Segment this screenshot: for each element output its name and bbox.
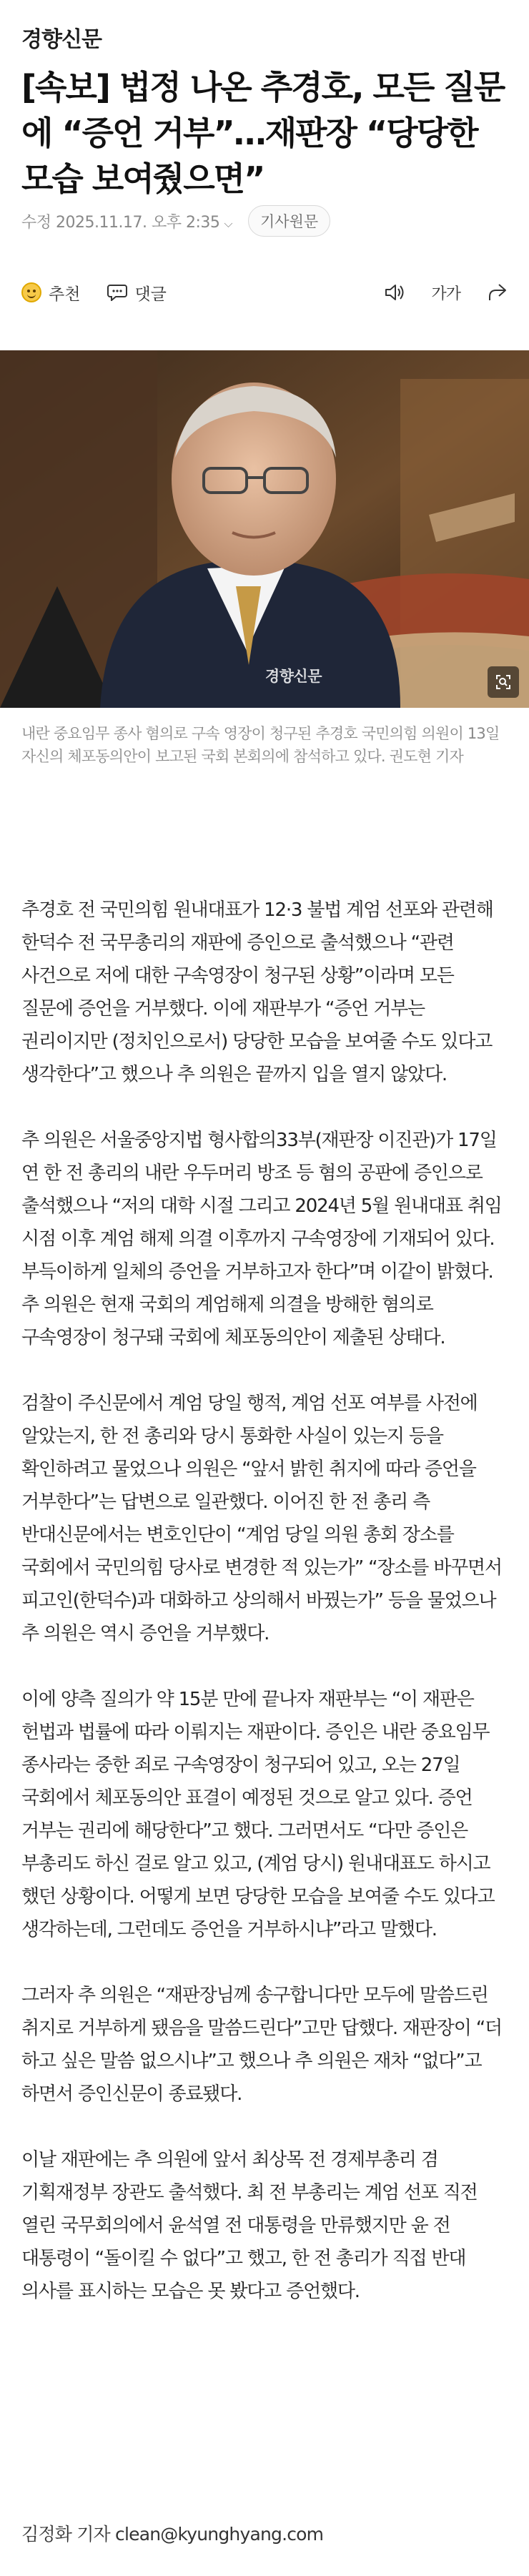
share-icon[interactable] — [486, 282, 508, 302]
photo-illustration — [0, 350, 529, 708]
article-body — [21, 894, 509, 2341]
article-timestamp-toggle[interactable] — [21, 210, 232, 232]
comment-button[interactable] — [107, 281, 166, 305]
article-paragraph: 그러자 추 의원은 “재판장님께 송구합니다만 모두에 말씀드린 취지로 거부하게 됐음을 말씀드린다”고만 답했다. 재판장이 “더 하고 싶은 말씀 없으시냐”고 했으나 추 의원은 재차 “없다”고 하면서 증인신문이 종료됐다. — [21, 1985, 502, 2105]
article-headline: [속보] 법정 나온 추경호, 모든 질문에 “증언 거부”…재판장 “당당한 모습 보여줬으면” — [21, 68, 505, 198]
article-timestamp: 수정 2025.11.17. 오후 2:35 — [21, 213, 220, 232]
publisher-logo[interactable]: 경향신문 — [21, 27, 102, 52]
photo-caption: 내란 중요임무 종사 혐의로 구속 영장이 청구된 추경호 국민의힘 의원이 13일 자신의 체포동의안이 보고된 국회 본회의에 참석하고 있다. 권도현 기자 — [21, 725, 500, 765]
article-paragraph: 검찰이 주신문에서 계엄 당일 행적, 계엄 선포 여부를 사전에 알았는지, 한 전 총리와 당시 통화한 사실이 있는지 등을 확인하려고 물었으나 의원은 “앞서 밝힌 취지에 따라 증언을 거부한다”는 답변으로 일관했다. 이어진 한 전 총리 측 반대신문에서는 변호인단이 “계엄 당일 의원 총회 장소를 국회에서 국민의힘 당사로 변경한 적 있는가” “장소를 바꾸면서 피고인(한덕수)과 대화하고 상의해서 바꿨는가” 등을 물었으나 추 의원은 역시 증언을 거부했다. — [21, 1393, 502, 1644]
comment-icon — [107, 284, 127, 301]
recommend-button[interactable] — [21, 281, 80, 305]
recommend-label: 추천 — [49, 285, 81, 304]
font-size-button[interactable]: 가가 — [431, 285, 460, 303]
photo-watermark: 경향신문 — [264, 668, 322, 685]
article-tools — [384, 282, 508, 304]
audio-play-icon[interactable] — [384, 282, 405, 302]
article-action-bar — [21, 275, 508, 310]
article-byline: 김정화 기자 clean@kyunghyang.com — [21, 2524, 324, 2545]
article-paragraph: 이날 재판에는 추 의원에 앞서 최상목 전 경제부총리 겸 기획재정부 장관도 출석했다. 최 전 부총리는 계엄 선포 직전 열린 국무회의에서 윤석열 전 대통령을 만류했지만 윤 전 대통령이 “돌이킬 수 없다”고 했고, 한 전 총리가 직접 반대 의사를 표시하는 모습은 못 봤다고 증언했다. — [21, 2149, 478, 2302]
photo-zoom-button[interactable] — [488, 666, 519, 698]
article-paragraph: 추 의원은 서울중앙지법 형사합의33부(재판장 이진관)가 17일 연 한 전 총리의 내란 우두머리 방조 등 혐의 공판에 증인으로 출석했으나 “저의 대학 시절 그리고 2024년 5월 원내대표 취임 시점 이후 계엄 해제 의결 이후까지 구속영장에 기재되어 있다. 부득이하게 일체의 증언을 거부하고자 한다”며 이같이 밝혔다. 추 의원은 현재 국회의 계엄해제 의결을 방해한 혐의로 구속영장이 청구돼 국회에 체포동의안이 제출된 상태다. — [21, 1130, 502, 1348]
top-bar — [0, 0, 529, 74]
article-paragraph: 이에 양측 질의가 약 15분 만에 끝나자 재판부는 “이 재판은 헌법과 법률에 따라 이뤄지는 재판이다. 증인은 내란 중요임무 종사라는 중한 죄로 구속영장이 청구되어 있고, 오는 27일 국회에서 체포동의안 표결이 예정된 것으로 알고 있다. 증언 거부는 권리에 해당한다”고 했다. 그러면서도 “다만 증인은 부총리도 하신 걸로 알고 있고, (계엄 당시) 원내대표도 하시고 했던 상황이다. 어떻게 보면 당당한 모습을 보여줄 수도 있다고 생각하는데, 그런데도 증언을 거부하시냐”라고 말했다. — [21, 1689, 495, 1940]
article-meta — [21, 206, 330, 236]
article-paragraph: 추경호 전 국민의힘 원내대표가 12·3 불법 계엄 선포와 관련해 한덕수 전 국무총리의 재판에 증인으로 출석했으나 “관련 사건으로 저에 대한 구속영장이 청구된 상황”이라며 모든 질문에 증언을 거부했다. 이에 재판부가 “증언 거부는 권리이지만 (정치인으로서) 당당한 모습을 보여줄 수도 있다고 생각한다”고 했으나 추 의원은 끝까지 입을 열지 않았다. — [21, 899, 493, 1085]
zoom-icon — [495, 673, 512, 691]
article-photo[interactable] — [0, 350, 529, 708]
chevron-down-icon: ⌵ — [224, 216, 232, 230]
smile-icon — [21, 282, 41, 302]
comment-label: 댓글 — [134, 285, 167, 304]
original-article-button[interactable]: 기사원문 — [248, 205, 330, 237]
